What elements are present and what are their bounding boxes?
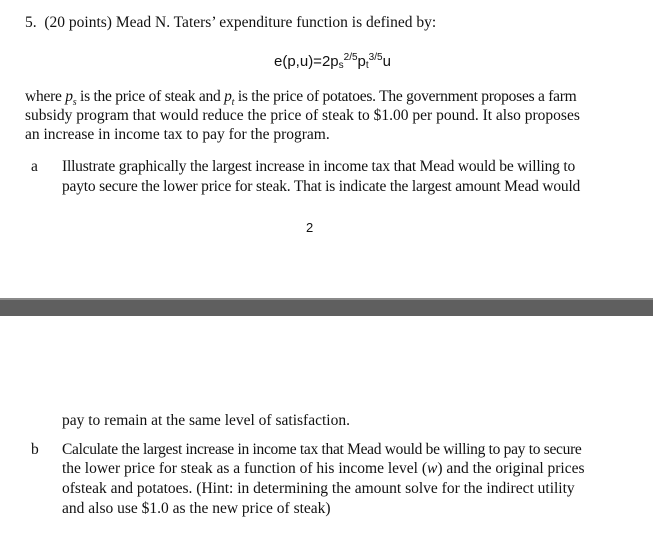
part-a-marker: a <box>31 158 38 175</box>
expenditure-function-formula: $e(p,u)=2p_s^{2/5}p_t^{3/5}u$ <box>274 52 391 71</box>
question-number: 5. <box>25 14 37 31</box>
where-line-2: subsidy program that would reduce the price of steak to $1.00 per pound. It also proposes <box>25 107 580 124</box>
question-points: (20 points) <box>44 14 112 31</box>
part-a-line-1: Illustrate graphically the largest increase in income tax that Mead would be willing to <box>62 158 576 175</box>
part-b-line-4: and also use $1.0 as the new price of steak) <box>62 500 331 517</box>
page-separator <box>0 298 653 316</box>
part-a-continued: pay to remain at the same level of satisfaction. <box>62 412 350 429</box>
part-b-marker: b <box>31 441 39 458</box>
question-header <box>25 13 436 32</box>
document-page-bottom <box>0 316 653 551</box>
part-b-line-2: the lower price for steak as a function of his income level (w) and the original prices <box>62 460 585 477</box>
part-b-line-3: ofsteak and potatoes. (Hint: in determining the amount solve for the indirect utility <box>62 480 575 497</box>
part-a-line-2: payto secure the lower price for steak. That is indicate the largest amount Mead would <box>62 178 581 195</box>
page-number: 2 <box>306 220 314 235</box>
where-line-1: where $p_s$ is the price of steak and $p_t$ is the price of potatoes. The government proposes a farm <box>25 88 577 109</box>
part-b-line-1: Calculate the largest increase in income tax that Mead would be willing to pay to secure <box>62 441 582 458</box>
question-title: Mead N. Taters’ expenditure function is defined by: <box>115 14 437 31</box>
where-line-3: an increase in income tax to pay for the program. <box>25 126 330 143</box>
